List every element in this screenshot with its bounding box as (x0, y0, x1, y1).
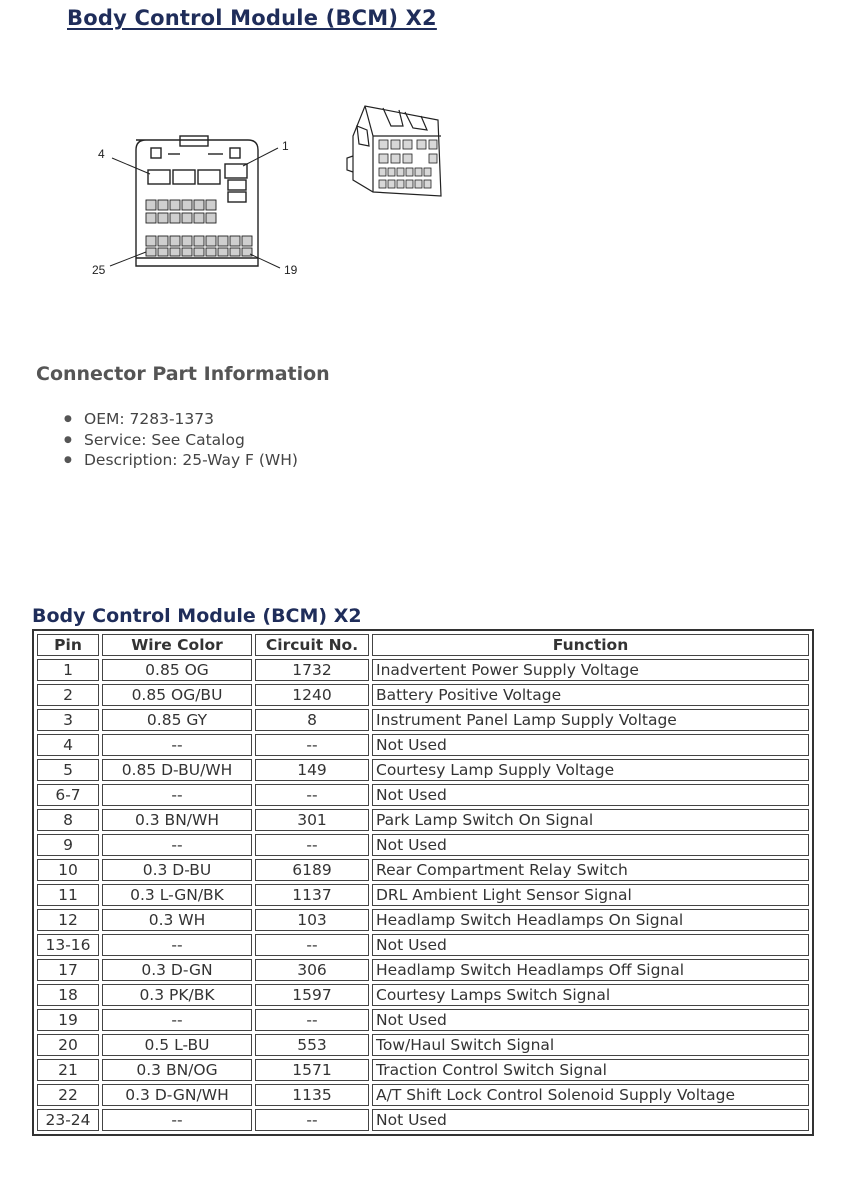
cell-wire-color: -- (102, 934, 252, 956)
connector-info-oem: ● OEM: 7283-1373 (62, 409, 298, 430)
cell-wire-color: 0.3 D-GN/WH (102, 1084, 252, 1106)
cell-pin: 3 (37, 709, 99, 731)
cell-circuit-no: 301 (255, 809, 369, 831)
cell-function: Not Used (372, 1009, 809, 1031)
pin-label-top-left: 4 (98, 147, 105, 161)
table-title: Body Control Module (BCM) X2 (32, 605, 362, 627)
cell-function: Not Used (372, 734, 809, 756)
table-header-row (37, 634, 809, 656)
table-row (37, 809, 809, 831)
cell-pin: 10 (37, 859, 99, 881)
cell-wire-color: 0.3 BN/WH (102, 809, 252, 831)
table-row (37, 984, 809, 1006)
connector-info-heading: Connector Part Information (36, 363, 330, 385)
table-row (37, 684, 809, 706)
cell-pin: 21 (37, 1059, 99, 1081)
cell-pin: 6-7 (37, 784, 99, 806)
cell-wire-color: -- (102, 834, 252, 856)
header-pin: Pin (37, 634, 99, 656)
cell-pin: 8 (37, 809, 99, 831)
cell-pin: 19 (37, 1009, 99, 1031)
cell-wire-color: 0.85 GY (102, 709, 252, 731)
cell-circuit-no: 8 (255, 709, 369, 731)
cell-pin: 13-16 (37, 934, 99, 956)
cell-circuit-no: 1135 (255, 1084, 369, 1106)
cell-pin: 4 (37, 734, 99, 756)
table-row (37, 1059, 809, 1081)
table-row (37, 659, 809, 681)
cell-function: Tow/Haul Switch Signal (372, 1034, 809, 1056)
cell-circuit-no: 306 (255, 959, 369, 981)
cell-circuit-no: 6189 (255, 859, 369, 881)
table-row (37, 1009, 809, 1031)
cell-circuit-no: 1597 (255, 984, 369, 1006)
table-row (37, 734, 809, 756)
cell-circuit-no: -- (255, 784, 369, 806)
cell-pin: 12 (37, 909, 99, 931)
cell-wire-color: 0.3 WH (102, 909, 252, 931)
cell-function: Headlamp Switch Headlamps On Signal (372, 909, 809, 931)
cell-pin: 17 (37, 959, 99, 981)
pin-label-bottom-right: 19 (284, 263, 298, 277)
cell-circuit-no: -- (255, 734, 369, 756)
cell-wire-color: 0.85 OG/BU (102, 684, 252, 706)
cell-wire-color: -- (102, 734, 252, 756)
cell-pin: 9 (37, 834, 99, 856)
table-row (37, 1109, 809, 1131)
cell-wire-color: 0.85 D-BU/WH (102, 759, 252, 781)
cell-wire-color: -- (102, 1009, 252, 1031)
cell-circuit-no: 103 (255, 909, 369, 931)
cell-wire-color: 0.3 L-GN/BK (102, 884, 252, 906)
header-function: Function (372, 634, 809, 656)
pin-label-bottom-left: 25 (92, 263, 106, 277)
table-row (37, 709, 809, 731)
cell-function: Headlamp Switch Headlamps Off Signal (372, 959, 809, 981)
cell-function: Courtesy Lamp Supply Voltage (372, 759, 809, 781)
cell-function: Not Used (372, 1109, 809, 1131)
pinout-table (32, 629, 814, 1136)
header-wire-color: Wire Color (102, 634, 252, 656)
cell-wire-color: -- (102, 1109, 252, 1131)
table-row (37, 859, 809, 881)
cell-wire-color: 0.3 PK/BK (102, 984, 252, 1006)
table-body (37, 659, 809, 1131)
cell-function: Park Lamp Switch On Signal (372, 809, 809, 831)
table-row (37, 1084, 809, 1106)
cell-function: A/T Shift Lock Control Solenoid Supply Voltage (372, 1084, 809, 1106)
cell-circuit-no: -- (255, 934, 369, 956)
cell-circuit-no: 149 (255, 759, 369, 781)
cell-pin: 22 (37, 1084, 99, 1106)
cell-circuit-no: 1732 (255, 659, 369, 681)
cell-wire-color: 0.3 D-BU (102, 859, 252, 881)
cell-wire-color: -- (102, 784, 252, 806)
cell-function: Not Used (372, 834, 809, 856)
cell-wire-color: 0.85 OG (102, 659, 252, 681)
cell-pin: 11 (37, 884, 99, 906)
cell-circuit-no: -- (255, 834, 369, 856)
header-circuit-no: Circuit No. (255, 634, 369, 656)
cell-function: Courtesy Lamps Switch Signal (372, 984, 809, 1006)
cell-circuit-no: 1137 (255, 884, 369, 906)
cell-function: Not Used (372, 784, 809, 806)
cell-circuit-no: 1571 (255, 1059, 369, 1081)
cell-function: Not Used (372, 934, 809, 956)
page-title: Body Control Module (BCM) X2 (67, 6, 437, 30)
cell-wire-color: 0.3 D-GN (102, 959, 252, 981)
cell-circuit-no: -- (255, 1009, 369, 1031)
connector-isometric-diagram (343, 96, 453, 208)
connector-info-list (62, 409, 298, 471)
cell-wire-color: 0.3 BN/OG (102, 1059, 252, 1081)
cell-function: Battery Positive Voltage (372, 684, 809, 706)
table-row (37, 1034, 809, 1056)
cell-pin: 2 (37, 684, 99, 706)
pin-label-top-right: 1 (282, 139, 289, 153)
connector-front-view-diagram (88, 128, 308, 288)
connector-info-service: ● Service: See Catalog (62, 430, 298, 451)
table-row (37, 959, 809, 981)
cell-function: Instrument Panel Lamp Supply Voltage (372, 709, 809, 731)
cell-pin: 18 (37, 984, 99, 1006)
table-row (37, 784, 809, 806)
cell-wire-color: 0.5 L-BU (102, 1034, 252, 1056)
table-row (37, 934, 809, 956)
cell-circuit-no: 553 (255, 1034, 369, 1056)
connector-info-description: ● Description: 25-Way F (WH) (62, 450, 298, 471)
table-row (37, 909, 809, 931)
table-row (37, 834, 809, 856)
cell-circuit-no: 1240 (255, 684, 369, 706)
cell-pin: 20 (37, 1034, 99, 1056)
cell-pin: 23-24 (37, 1109, 99, 1131)
cell-circuit-no: -- (255, 1109, 369, 1131)
table-row (37, 759, 809, 781)
cell-function: Traction Control Switch Signal (372, 1059, 809, 1081)
cell-function: Inadvertent Power Supply Voltage (372, 659, 809, 681)
cell-function: DRL Ambient Light Sensor Signal (372, 884, 809, 906)
cell-pin: 1 (37, 659, 99, 681)
cell-function: Rear Compartment Relay Switch (372, 859, 809, 881)
table-row (37, 884, 809, 906)
cell-pin: 5 (37, 759, 99, 781)
